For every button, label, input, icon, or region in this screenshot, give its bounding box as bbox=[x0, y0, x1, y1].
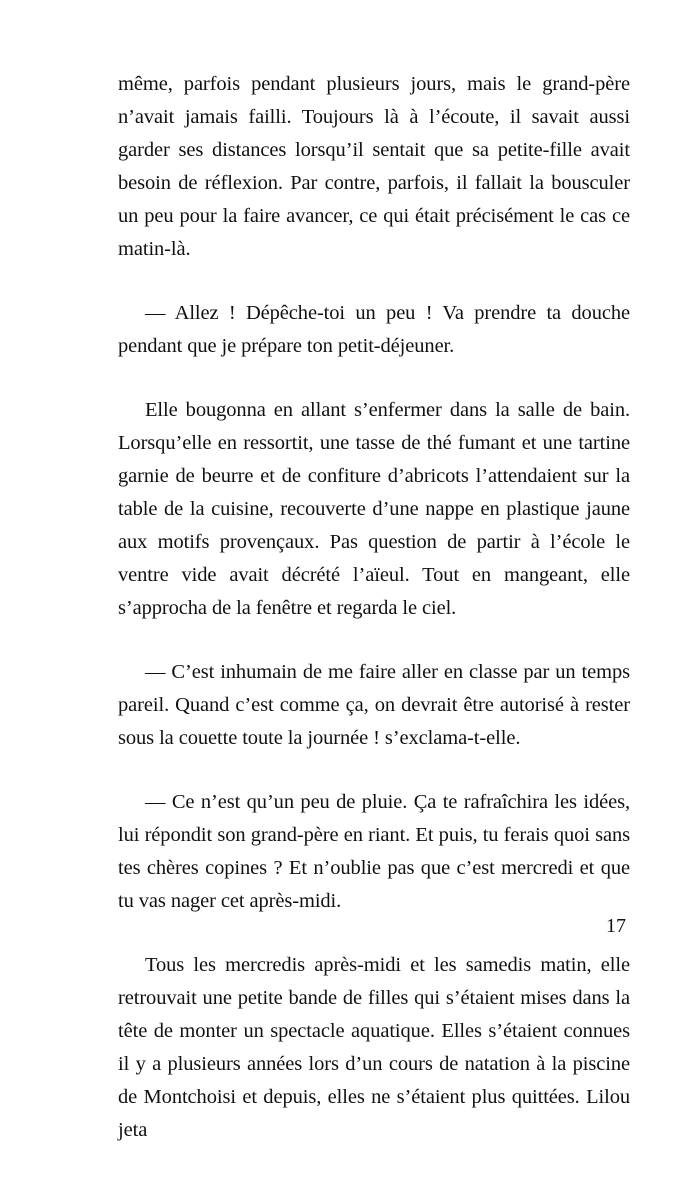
page-number: 17 bbox=[606, 915, 626, 937]
paragraph-3: Elle bougonna en allant s’enfermer dans la salle de bain. Lorsqu’elle en ressortit, une tasse de thé fumant et une tartine garnie de beurre et de confiture d’abricots l’attendaient sur la table de la cuisine, recouverte d’une nappe en plastique jaune aux motifs provençaux. Pas question de partir à l’école le ventre vide avait décrété l’aïeul. Tout en mangeant, elle s’approcha de la fenêtre et regarda le ciel. bbox=[118, 399, 630, 619]
paragraph-2: — Allez ! Dépêche-toi un peu ! Va prendre ta douche pendant que je prépare ton petit-déjeuner. bbox=[118, 302, 630, 357]
paragraph-4: — C’est inhumain de me faire aller en classe par un temps pareil. Quand c’est comme ça, on devrait être autorisé à rester sous la couette toute la journée ! s’exclama-t-elle. bbox=[118, 661, 630, 749]
paragraph-5: — Ce n’est qu’un peu de pluie. Ça te rafraîchira les idées, lui répondit son grand-père en riant. Et puis, tu ferais quoi sans tes chères copines ? Et n’oublie pas que c’est mercredi et que tu vas nager cet après-midi. bbox=[118, 791, 630, 912]
page-text-block bbox=[118, 68, 630, 1178]
paragraph-6: Tous les mercredis après-midi et les samedis matin, elle retrouvait une petite bande de filles qui s’étaient mises dans la tête de monter un spectacle aquatique. Elles s’étaient connues il y a plusieurs années lors d’un cours de natation à la piscine de Montchoisi et depuis, elles ne s’étaient plus quittées. Lilou jeta bbox=[118, 954, 630, 1141]
paragraph-1: même, parfois pendant plusieurs jours, mais le grand-père n’avait jamais failli. Toujours là à l’écoute, il savait aussi garder ses distances lorsqu’il sentait que sa petite-fille avait besoin de réflexion. Par contre, parfois, il fallait la bousculer un peu pour la faire avancer, ce qui était précisément le cas ce matin-là. bbox=[118, 73, 630, 260]
